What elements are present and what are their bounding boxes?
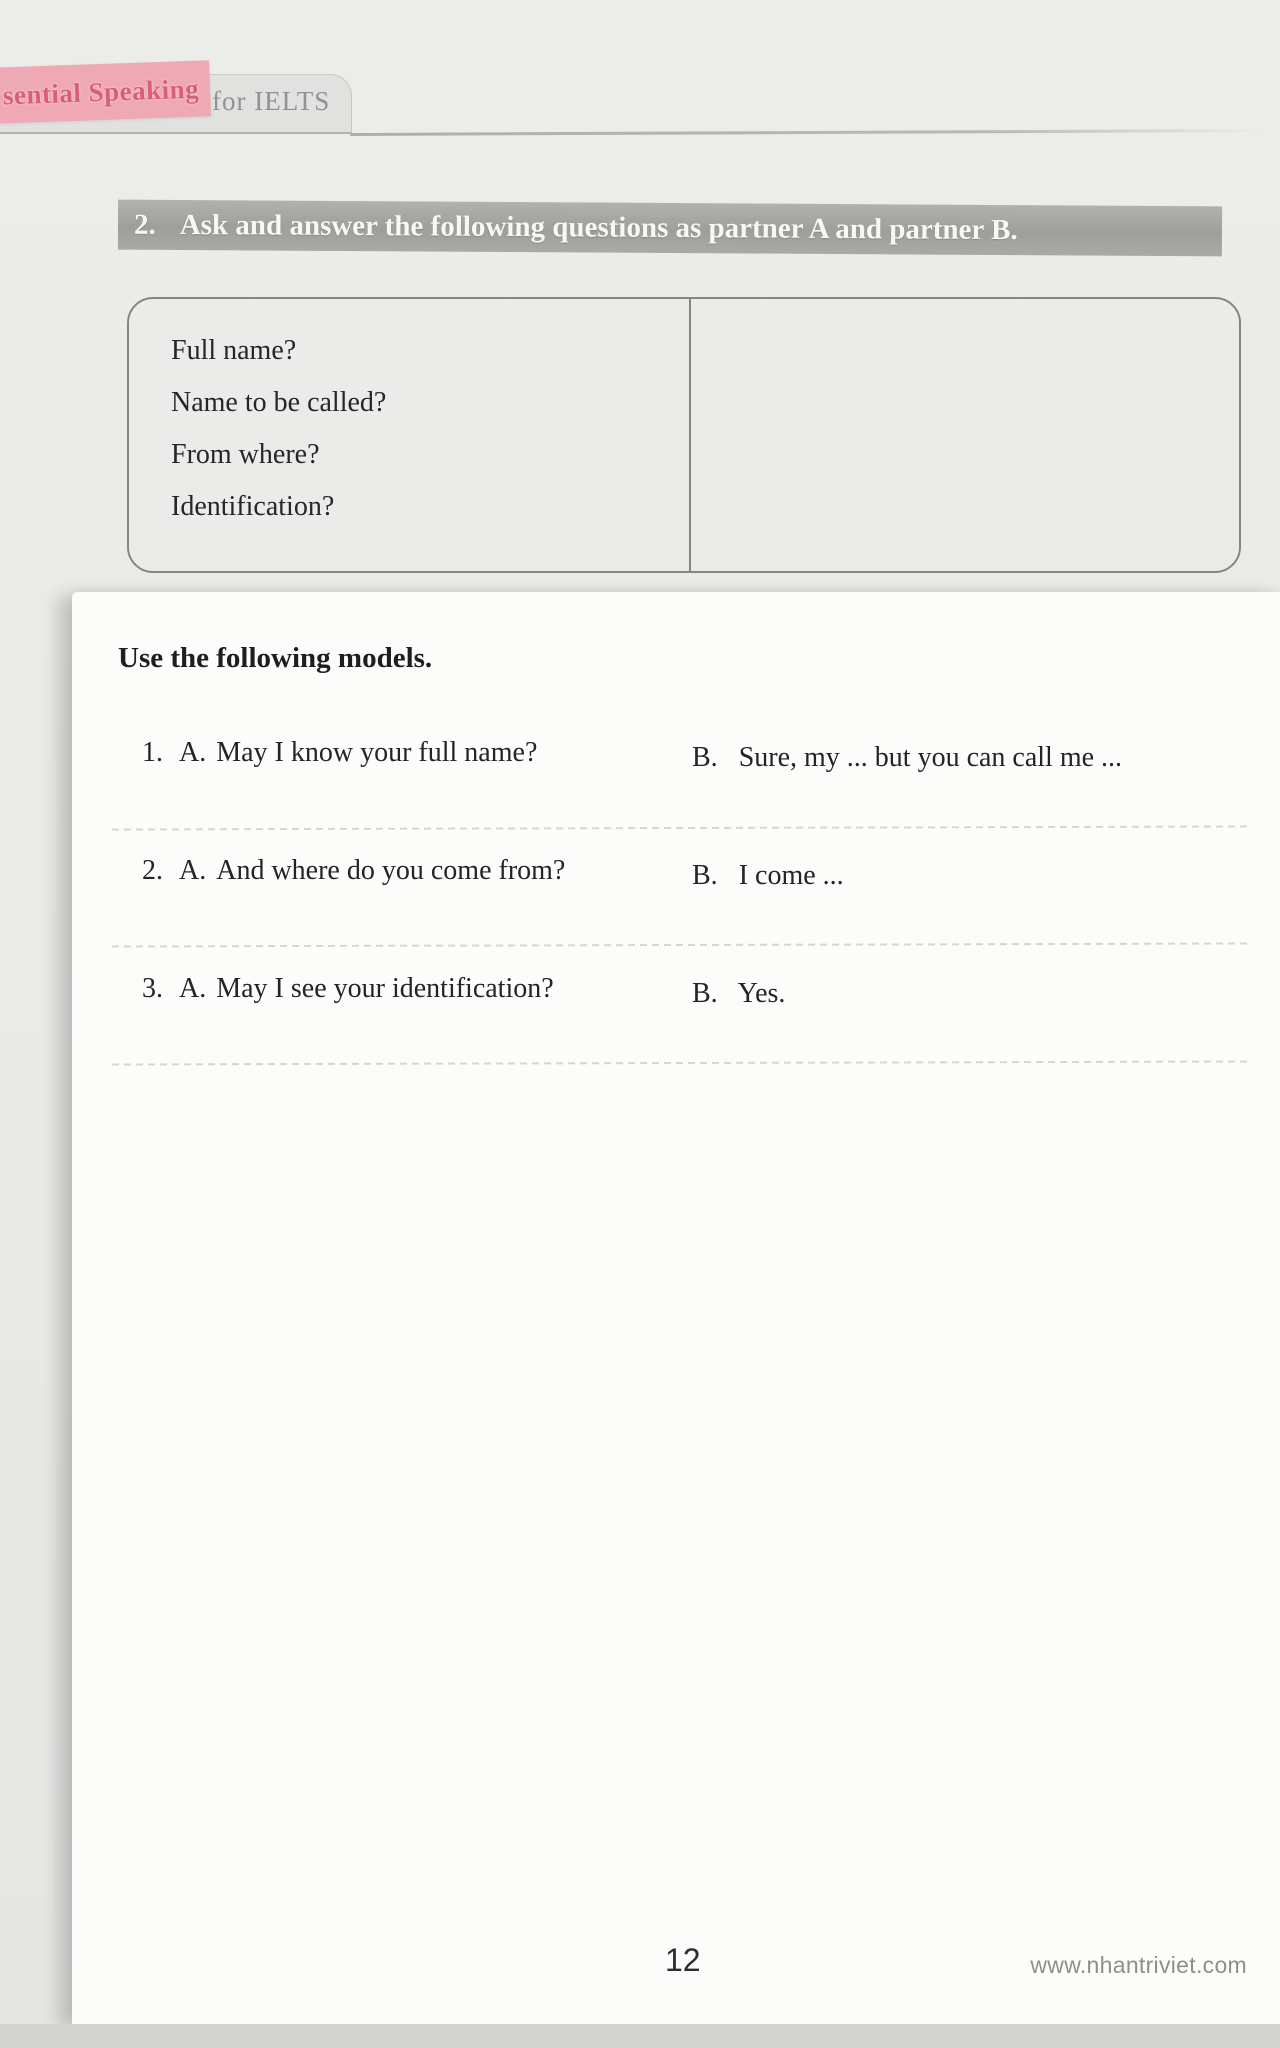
question-item: Identification? [171,491,335,522]
row-separator [112,826,1250,831]
page-number: 12 [665,1942,701,1978]
series-title-label [0,60,211,124]
model-row [142,737,1240,774]
models-heading: Use the following models. [118,642,433,674]
series-subtitle-text: for IELTS [212,86,331,116]
speaker-a-label: A. [179,973,207,1004]
partner-a-column [142,855,692,892]
partner-a-text: May I see your identification? [216,973,554,1004]
model-number: 1. [142,737,163,768]
partner-a-text: And where do you come from? [216,855,566,886]
partner-a-column [142,973,692,1010]
speaker-a-label: A. [179,855,207,886]
exercise-banner [118,200,1222,257]
model-number: 3. [142,973,163,1004]
exercise-number: 2. [133,208,156,241]
row-separator [112,1061,1250,1066]
question-list [171,334,386,542]
row-separator [112,943,1250,948]
model-row [142,973,1240,1010]
partner-b-text: Sure, my ... but you can call me ... [738,742,1123,773]
partner-a-text: May I know your full name? [216,737,538,768]
question-box-divider [689,299,691,571]
question-item: Full name? [171,335,297,366]
partner-b-column [692,973,1240,1010]
question-item: From where? [171,439,320,470]
model-number: 2. [142,855,163,886]
speaker-b-label: B. [692,742,718,773]
partner-b-text: Yes. [737,978,786,1009]
website-url: www.nhantriviet.com [1030,1952,1247,1978]
speaker-a-label: A. [179,737,207,768]
partner-b-text: I come ... [738,860,844,891]
scan-bottom-edge [0,2024,1280,2048]
partner-b-column [692,855,1240,892]
partner-a-column [142,737,692,774]
series-title-text: sential Speaking [2,73,200,110]
question-item: Name to be called? [171,387,387,418]
model-row [142,855,1240,892]
partner-b-column [692,737,1240,774]
content-sheet [72,592,1280,2024]
speaker-b-label: B. [692,860,718,891]
speaker-b-label: B. [692,978,718,1009]
header-rule-line [350,129,1262,136]
question-box [127,297,1241,573]
exercise-instruction: Ask and answer the following questions as partner A and partner B. [179,208,1018,246]
